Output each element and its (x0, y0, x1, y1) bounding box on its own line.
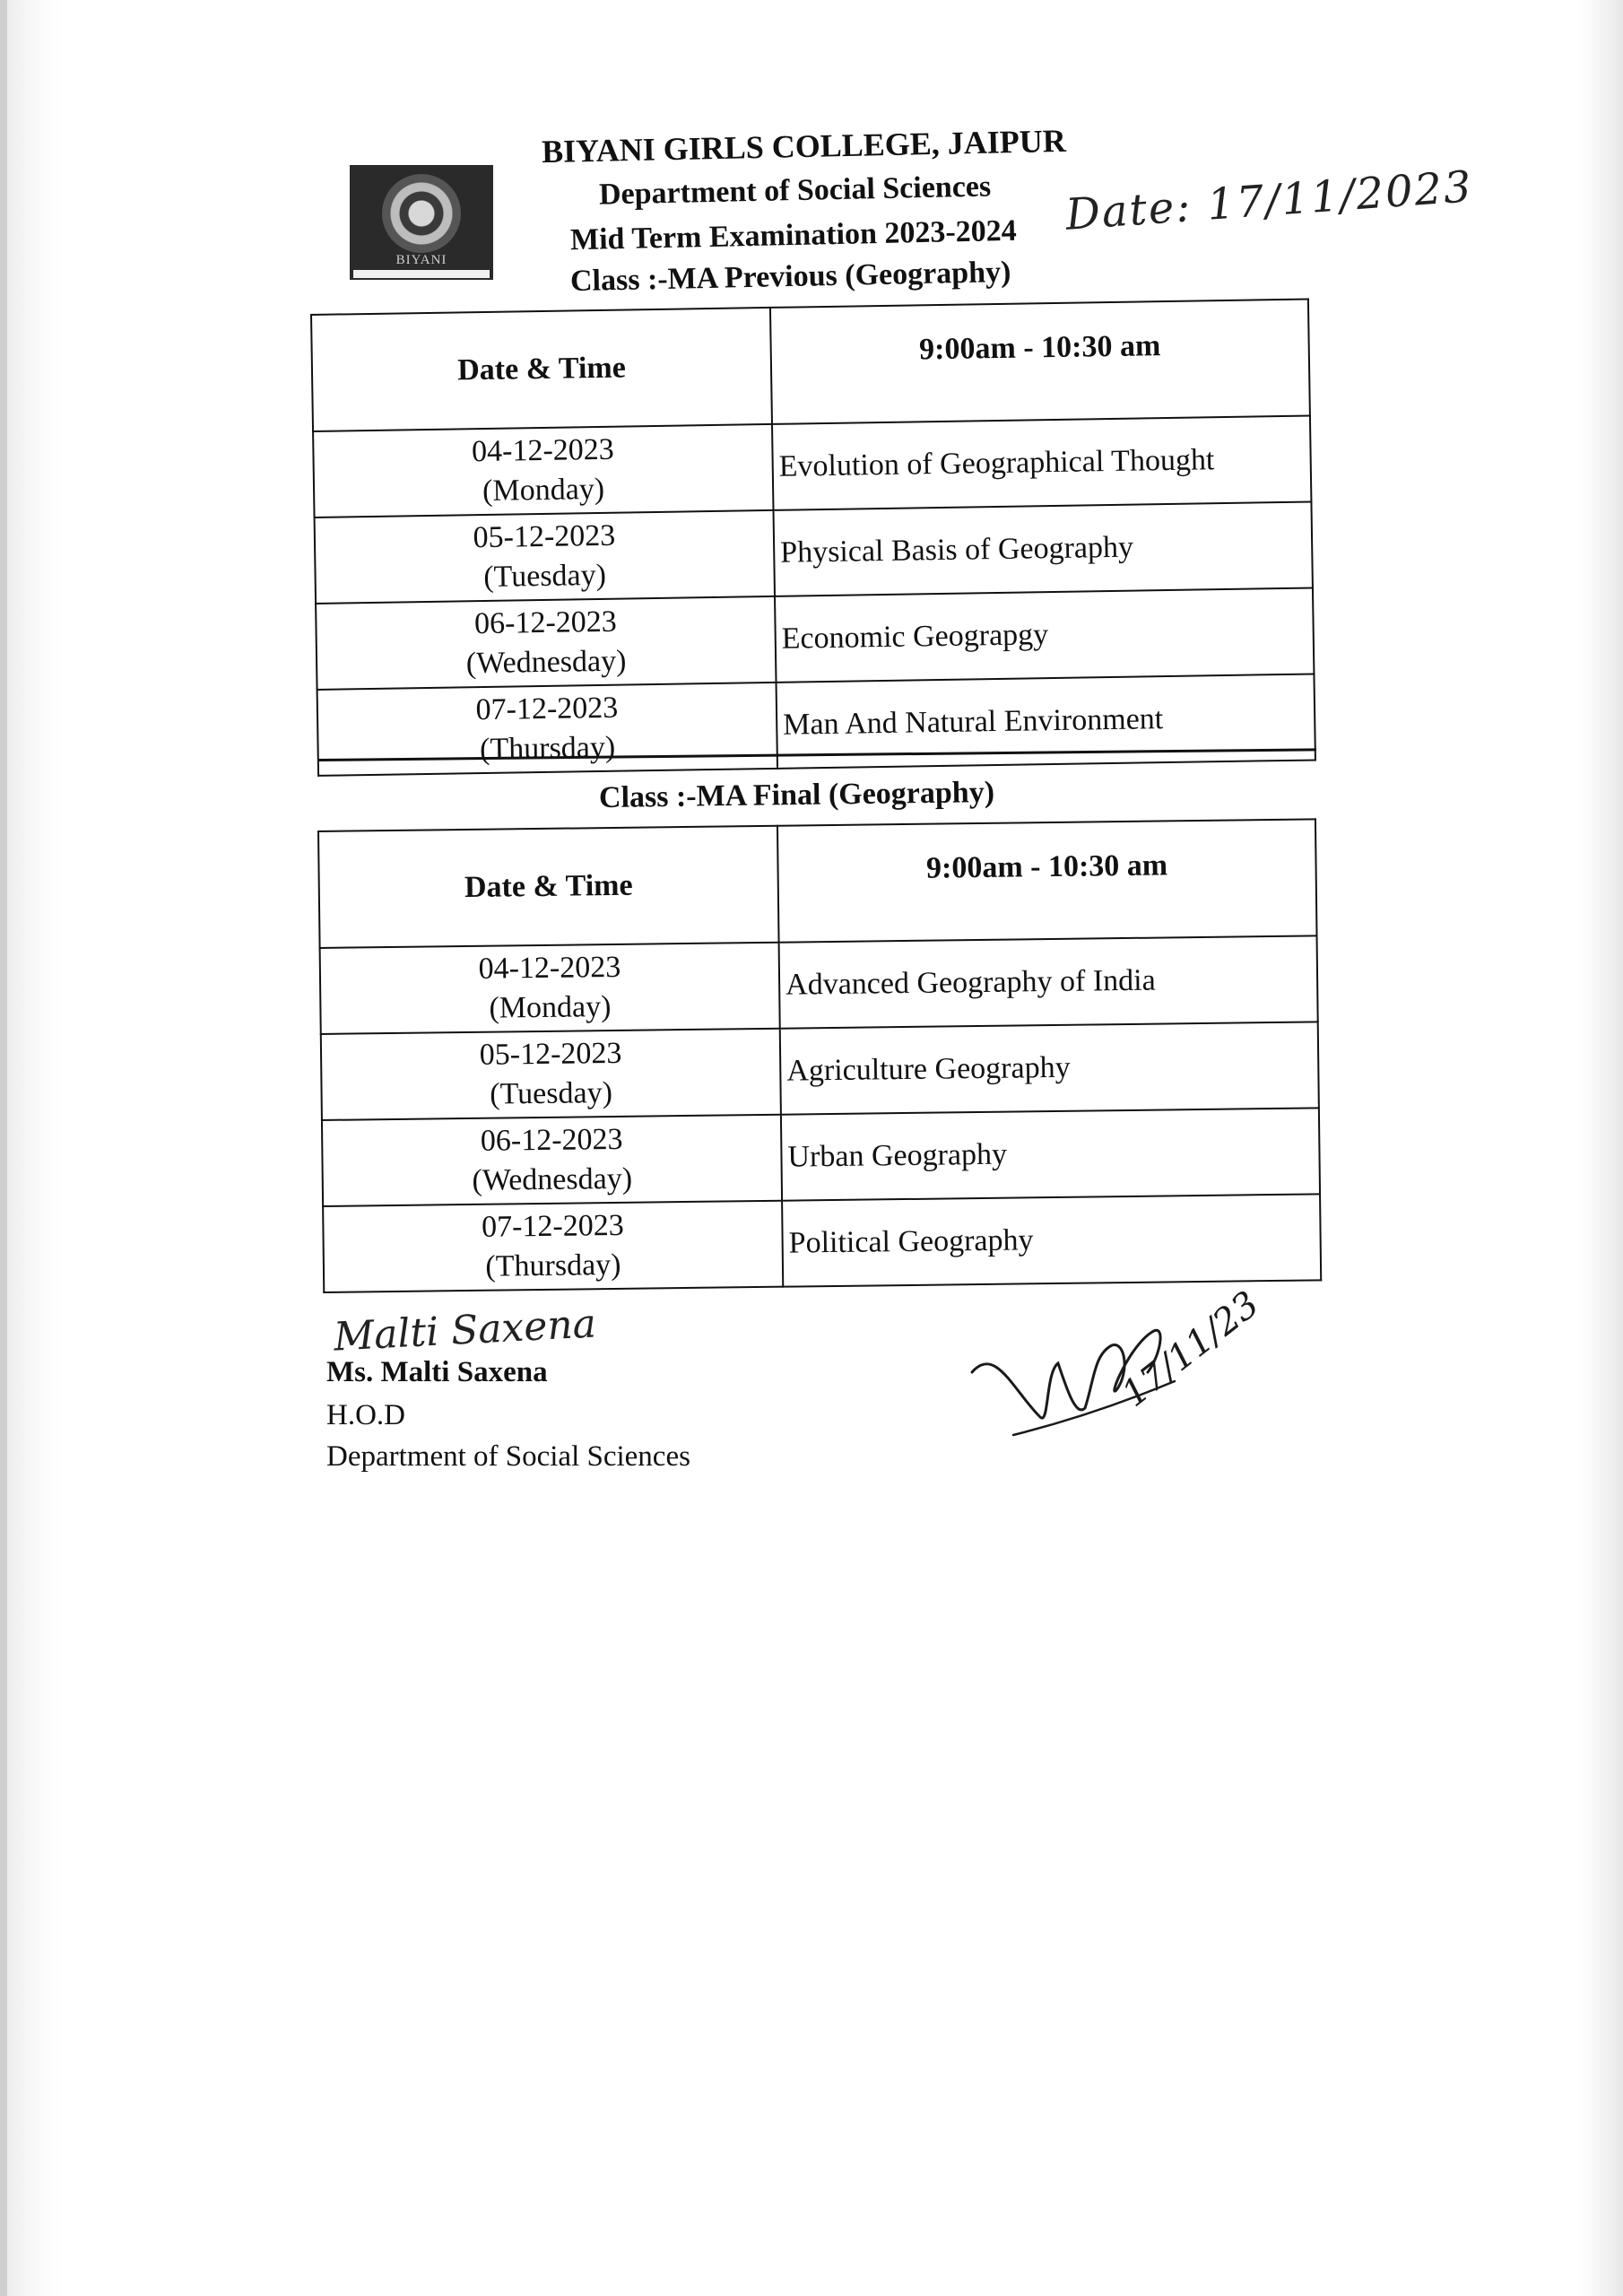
exam-date: 07-12-2023 (475, 691, 619, 727)
table-row (316, 587, 1314, 689)
date-cell (316, 596, 776, 690)
exam-date: 04-12-2023 (478, 950, 621, 986)
exam-day: (Monday) (489, 990, 612, 1025)
column-header-time: 9:00am - 10:30 am (777, 819, 1317, 942)
table-row (315, 501, 1313, 603)
signatory-title: H.O.D (326, 1399, 405, 1431)
class-label-previous: Class :-MA Previous (Geography) (569, 255, 1011, 299)
exam-day: (Wednesday) (465, 644, 627, 681)
right-handwritten-date: 17/11/23 (1114, 1283, 1267, 1415)
class-label-final: Class :-MA Final (Geography) (598, 775, 995, 815)
date-cell (322, 1115, 782, 1206)
exam-day: (Monday) (482, 472, 605, 509)
exam-day: (Thursday) (479, 730, 616, 767)
schedule-table-ma-final (317, 818, 1322, 1293)
handwritten-signature: Malti Saxena (332, 1300, 598, 1361)
exam-date: 05-12-2023 (473, 518, 616, 555)
exam-date: 04-12-2023 (471, 432, 615, 469)
exam-day: (Tuesday) (483, 558, 607, 594)
date-cell (320, 943, 780, 1034)
exam-day: (Wednesday) (472, 1161, 633, 1197)
signatory-name: Ms. Malti Saxena (326, 1356, 548, 1388)
column-header-date: Date & Time (311, 308, 772, 431)
table-row (321, 1022, 1319, 1120)
subject-cell: Economic Geograpgy (775, 587, 1314, 682)
table-row (320, 935, 1318, 1034)
handwritten-date: Date: 17/11/2023 (1063, 161, 1475, 240)
exam-title: Mid Term Examination 2023-2024 (569, 213, 1018, 257)
college-logo (350, 165, 493, 280)
exam-day: (Tuesday) (490, 1076, 613, 1111)
signatory-department: Department of Social Sciences (326, 1440, 690, 1473)
table-row (322, 1108, 1320, 1206)
table-row (317, 674, 1315, 775)
table-header-row (318, 819, 1317, 948)
department-name: Department of Social Sciences (598, 170, 992, 212)
subject-cell: Physical Basis of Geography (774, 501, 1313, 596)
date-cell (315, 510, 775, 604)
logo-tagline-strip (353, 270, 490, 278)
date-cell (321, 1029, 781, 1120)
college-name: BIYANI GIRLS COLLEGE, JAIPUR (541, 122, 1067, 170)
date-cell (317, 683, 777, 776)
logo-text: BIYANI (395, 253, 447, 267)
exam-day: (Thursday) (485, 1248, 621, 1283)
column-header-time: 9:00am - 10:30 am (770, 300, 1310, 424)
subject-cell: Advanced Geography of India (779, 935, 1318, 1028)
subject-cell: Agriculture Geography (780, 1022, 1319, 1114)
page-edge-shadow (0, 0, 7, 2296)
date-cell (313, 424, 773, 517)
exam-date: 05-12-2023 (479, 1036, 622, 1072)
subject-cell: Political Geography (782, 1194, 1321, 1286)
exam-date: 06-12-2023 (480, 1122, 623, 1158)
schedule-table-ma-previous (310, 299, 1316, 777)
subject-cell: Urban Geography (781, 1108, 1320, 1200)
column-header-date: Date & Time (318, 826, 779, 948)
exam-date: 07-12-2023 (481, 1208, 624, 1244)
table-row (313, 416, 1311, 517)
date-cell (323, 1201, 783, 1292)
subject-cell: Man And Natural Environment (777, 674, 1315, 768)
logo-emblem-icon (382, 174, 461, 253)
table-header-row (311, 300, 1310, 431)
exam-date: 06-12-2023 (473, 604, 618, 641)
subject-cell: Evolution of Geographical Thought (772, 416, 1311, 510)
principal-signature (959, 1238, 1282, 1453)
